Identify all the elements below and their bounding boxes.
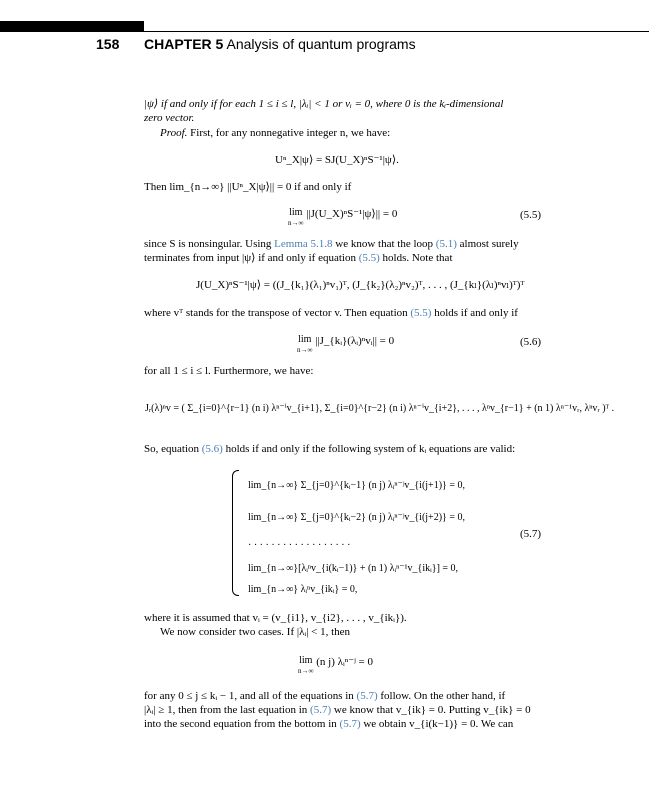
lim-sub: n→∞ xyxy=(297,346,313,354)
text-line: where it is assumed that vᵢ = (v_{i1}, v_{i2}, . . . , v_{ikᵢ}). xyxy=(144,612,407,624)
running-header xyxy=(96,36,416,52)
text-span: holds if and only if xyxy=(431,307,518,319)
equation-body: ||J(U_X)ⁿS⁻¹|ψ⟩|| = 0 xyxy=(306,208,398,220)
page-number: 158 xyxy=(96,36,120,52)
lim-operator xyxy=(298,656,314,676)
text-line: |ψ⟩ if and only if for each 1 ≤ i ≤ l, |λᵢ| < 1 or vᵢ = 0, where 0 is the kᵢ-dimensional xyxy=(144,98,504,110)
text-line xyxy=(144,251,548,265)
header-rule xyxy=(144,31,649,32)
text-line xyxy=(144,717,548,731)
equation: J(U_X)ⁿS⁻¹|ψ⟩ = ((J_{k₁}(λ₁)ⁿv₁)ᵀ, (J_{k₂}(λ₂)ⁿv₂)ᵀ, . . . , (J_{kₗ}(λₗ)ⁿvₗ)ᵀ)ᵀ xyxy=(196,279,525,291)
text-line xyxy=(144,442,548,456)
text-span: terminates from input |ψ⟩ if and only if equation xyxy=(144,252,359,264)
equation: Uⁿ_X|ψ⟩ = SJ(U_X)ⁿS⁻¹|ψ⟩. xyxy=(275,154,399,166)
text-span: |λᵢ| ≥ 1, then from the last equation in xyxy=(144,704,311,716)
lim-operator xyxy=(297,335,313,355)
proof-line xyxy=(160,126,564,140)
system-equation: · · · · · · · · · · · · · · · · · · xyxy=(248,540,351,551)
text-line xyxy=(144,689,548,703)
header-bar xyxy=(0,21,144,32)
equation-number: (5.6) xyxy=(520,336,542,348)
text-line: We now consider two cases. If |λᵢ| < 1, then xyxy=(160,626,351,638)
chapter-title: Analysis of quantum programs xyxy=(226,36,416,52)
system-equation: lim_{n→∞}[λᵢⁿv_{i(kᵢ−1)} + (n 1) λᵢⁿ⁻¹v_{ikᵢ}] = 0, xyxy=(248,563,459,574)
text-span: we know that the loop xyxy=(332,238,436,250)
ref-link[interactable]: (5.1) xyxy=(435,238,457,250)
text-line: Then lim_{n→∞} ||Uⁿ_X|ψ⟩|| = 0 if and only if xyxy=(144,181,352,193)
text-span: into the second equation from the bottom in xyxy=(144,718,340,730)
ref-link[interactable]: (5.5) xyxy=(410,307,432,319)
proof-label: Proof. xyxy=(160,127,188,139)
system-brace xyxy=(232,470,239,596)
ref-link[interactable]: (5.7) xyxy=(339,718,361,730)
equation-5-6 xyxy=(297,334,394,355)
text-span: almost surely xyxy=(456,238,519,250)
chapter-label: CHAPTER 5 xyxy=(144,36,224,52)
equation-number: (5.7) xyxy=(520,528,542,540)
ref-link[interactable]: (5.6) xyxy=(201,443,223,455)
text-span: we obtain v_{i(k−1)} = 0. We can xyxy=(360,718,514,730)
text-span: holds if and only if the following system of kᵢ equations are valid: xyxy=(222,443,516,455)
text-span: for any 0 ≤ j ≤ kᵢ − 1, and all of the equations in xyxy=(144,690,357,702)
equation-body: (n j) λᵢⁿ⁻ʲ = 0 xyxy=(316,656,373,668)
text-span: So, equation xyxy=(144,443,202,455)
text-span: where vᵀ stands for the transpose of vector v. Then equation xyxy=(144,307,411,319)
text-span: holds. Note that xyxy=(379,252,453,264)
ref-link[interactable]: (5.7) xyxy=(356,690,378,702)
text-span: we know that v_{ik} = 0. Putting v_{ik} = 0 xyxy=(331,704,531,716)
text-line xyxy=(144,237,548,251)
system-equation: lim_{n→∞} Σ_{j=0}^{kᵢ−2} (n j) λᵢⁿ⁻ʲv_{i(j+2)} = 0, xyxy=(248,512,465,523)
lim-operator xyxy=(288,208,304,228)
text-line xyxy=(144,703,548,717)
lim-sub: n→∞ xyxy=(288,219,304,227)
lim-word: lim xyxy=(298,334,312,345)
system-equation: lim_{n→∞} Σ_{j=0}^{kᵢ−1} (n j) λᵢⁿ⁻ʲv_{i(j+1)} = 0, xyxy=(248,480,465,491)
lemma-link[interactable]: Lemma 5.1.8 xyxy=(274,238,333,250)
text-line: for all 1 ≤ i ≤ l. Furthermore, we have: xyxy=(144,365,314,377)
text-span: since S is nonsingular. Using xyxy=(144,238,275,250)
equation-5-5 xyxy=(288,207,397,228)
lim-word: lim xyxy=(289,207,303,218)
lim-word: lim xyxy=(299,655,313,666)
equation-number: (5.5) xyxy=(520,209,542,221)
text-line xyxy=(144,306,548,320)
system-equation: lim_{n→∞} λᵢⁿv_{ikᵢ} = 0, xyxy=(248,584,358,595)
equation xyxy=(298,655,373,676)
ref-link[interactable]: (5.7) xyxy=(310,704,332,716)
equation-body: ||J_{kᵢ}(λᵢ)ⁿvᵢ|| = 0 xyxy=(315,335,395,347)
equation-jordan: Jᵣ(λ)ⁿv = ( Σ_{i=0}^{r−1} (n i) λⁿ⁻ⁱv_{i+1}, Σ_{i=0}^{r−2} (n i) λⁿ⁻ⁱv_{i+2}, . . . , λⁿv_{r−1} + (n 1) λⁿ⁻¹vᵣ, λⁿvᵣ )ᵀ . xyxy=(145,403,615,414)
text-span: follow. On the other hand, if xyxy=(377,690,506,702)
lim-sub: n→∞ xyxy=(298,667,314,675)
ref-link[interactable]: (5.5) xyxy=(358,252,380,264)
proof-text: First, for any nonnegative integer n, we have: xyxy=(187,127,391,139)
text-line: zero vector. xyxy=(144,112,195,124)
